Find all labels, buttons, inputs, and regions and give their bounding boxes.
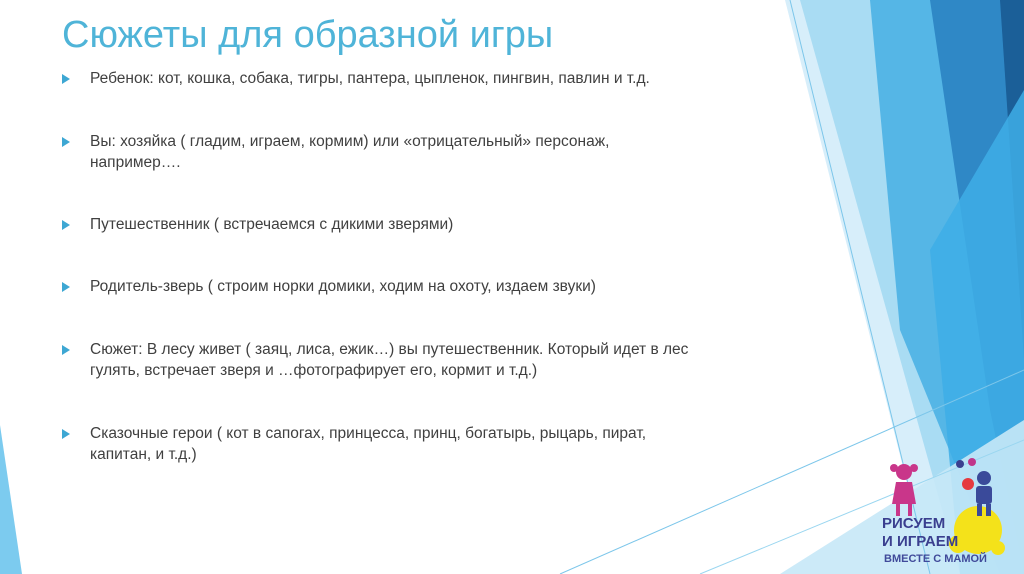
bullet-triangle-icon <box>62 220 70 230</box>
brand-logo <box>880 456 1020 570</box>
logo-line-2: И ИГРАЕМ <box>882 533 959 550</box>
bullet-item <box>62 68 782 89</box>
bullet-triangle-icon <box>62 282 70 292</box>
logo-line-3: ВМЕСТЕ С МАМОЙ <box>884 553 987 565</box>
bullet-item <box>62 276 782 297</box>
bullet-text: Ребенок: кот, кошка, собака, тигры, пантера, цыпленок, пингвин, павлин и т.д. <box>90 70 650 87</box>
logo-line-1: РИСУЕМ <box>882 515 946 532</box>
girl-figure-icon <box>890 464 918 516</box>
bullet-text: Сказочные герои ( кот в сапогах, принцесса, принц, богатырь, рыцарь, пират, капитан, и т.д.) <box>90 425 647 463</box>
bullet-triangle-icon <box>62 429 70 439</box>
bullet-item <box>62 339 782 381</box>
bullet-item <box>62 131 782 173</box>
slide-title: Сюжеты для образной игры <box>62 14 554 56</box>
bullet-triangle-icon <box>62 74 70 84</box>
bullet-item <box>62 423 782 465</box>
bullet-triangle-icon <box>62 345 70 355</box>
bullet-item <box>62 214 782 235</box>
bullet-text: Путешественник ( встречаемся с дикими зверями) <box>90 216 454 233</box>
bullet-text: Сюжет: В лесу живет ( заяц, лиса, ежик…) вы путешественник. Который идет в лес гулять, встречает зверя и …фотографирует его, кормит и т.д.) <box>90 341 689 379</box>
left-accent-shape <box>0 425 22 574</box>
bullet-text: Родитель-зверь ( строим норки домики, ходим на охоту, издаем звуки) <box>90 278 596 295</box>
bullet-text: Вы: хозяйка ( гладим, играем, кормим) или «отрицательный» персонаж, например…. <box>90 133 610 171</box>
bullet-triangle-icon <box>62 137 70 147</box>
